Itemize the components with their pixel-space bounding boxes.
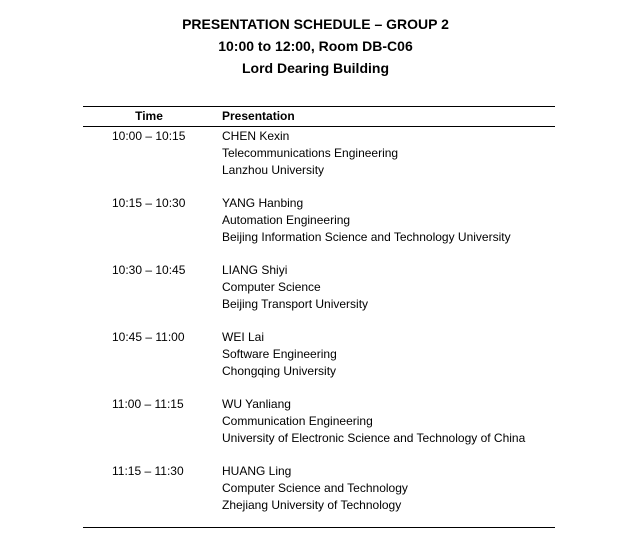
time-slot: 11:00 – 11:15 [112, 397, 184, 411]
university: Beijing Information Science and Technology University [222, 230, 511, 244]
presenter-name: YANG Hanbing [222, 196, 304, 210]
presenter-name: CHEN Kexin [222, 129, 290, 143]
presentation-details [222, 195, 511, 246]
presentation-details [222, 128, 398, 179]
university: Lanzhou University [222, 163, 325, 177]
program: Communication Engineering [222, 414, 373, 428]
column-header-presentation: Presentation [222, 109, 295, 123]
document-title: PRESENTATION SCHEDULE – GROUP 2 [182, 16, 449, 32]
university: Zhejiang University of Technology [222, 498, 402, 512]
building-name: Lord Dearing Building [242, 60, 389, 76]
program: Software Engineering [222, 347, 337, 361]
time-slot: 10:00 – 10:15 [112, 129, 186, 143]
presentation-details [222, 463, 408, 514]
program: Telecommunications Engineering [222, 146, 399, 160]
presenter-name: LIANG Shiyi [222, 263, 288, 277]
presentation-details [222, 396, 525, 447]
time-slot: 10:30 – 10:45 [112, 263, 186, 277]
table-header-rule [83, 126, 555, 127]
time-and-room: 10:00 to 12:00, Room DB-C06 [218, 38, 413, 54]
time-slot: 11:15 – 11:30 [112, 464, 184, 478]
presentation-details [222, 329, 337, 380]
university: Chongqing University [222, 364, 337, 378]
presenter-name: WEI Lai [222, 330, 265, 344]
presenter-name: HUANG Ling [222, 464, 292, 478]
university: University of Electronic Science and Technology of China [222, 431, 526, 445]
column-header-time: Time [135, 109, 163, 123]
presenter-name: WU Yanliang [222, 397, 291, 411]
university: Beijing Transport University [222, 297, 369, 311]
program: Automation Engineering [222, 213, 351, 227]
table-top-rule [83, 106, 555, 107]
time-slot: 10:15 – 10:30 [112, 196, 186, 210]
program: Computer Science [222, 280, 321, 294]
time-slot: 10:45 – 11:00 [112, 330, 185, 344]
presentation-details [222, 262, 368, 313]
table-bottom-rule [83, 527, 555, 528]
program: Computer Science and Technology [222, 481, 408, 495]
